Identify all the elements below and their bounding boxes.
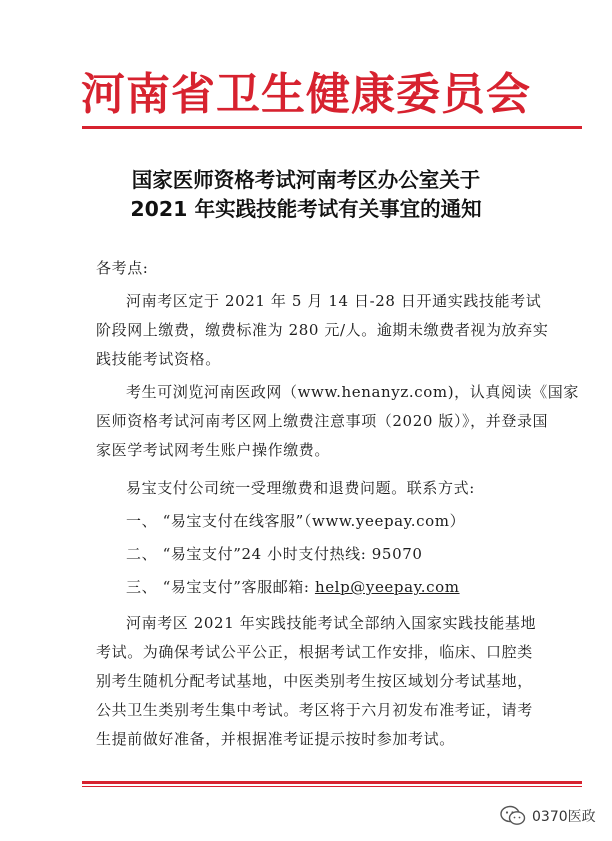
contact-line-1: 一、 “易宝支付在线客服”（www.yeepay.com） bbox=[126, 512, 466, 530]
paragraph-3: 易宝支付公司统一受理缴费和退费问题。联系方式: bbox=[126, 479, 475, 497]
letterhead-rule bbox=[82, 126, 582, 129]
paragraph-2-line-2: 医师资格考试河南考区网上缴费注意事项（2020 版）》，并登录国 bbox=[96, 412, 549, 430]
footer-rule-thick bbox=[82, 781, 582, 784]
support-email-link[interactable]: help@yeepay.com bbox=[314, 578, 460, 596]
paragraph-2-line-1: 考生可浏览河南医政网（www.henanyz.com)，认真阅读《国家 bbox=[126, 383, 579, 401]
watermark-text: 0370医政 bbox=[532, 809, 596, 825]
watermark bbox=[500, 804, 596, 828]
org-letterhead: 河南省卫生健康委员会 bbox=[81, 69, 531, 120]
paragraph-1-line-2: 阶段网上缴费，缴费标准为 280 元/人。逾期未缴费者视为放弃实 bbox=[96, 321, 549, 339]
paragraph-1-line-1: 河南考区定于 2021 年 5 月 14 日-28 日开通实践技能考试 bbox=[126, 292, 542, 310]
paragraph-4-line-2: 考试。为确保考试公平公正，根据考试工作安排，临床、口腔类 bbox=[96, 643, 533, 661]
footer-rule-thin bbox=[82, 786, 582, 787]
contact-line-3-label: 三、 “易宝支付”客服邮箱: bbox=[126, 578, 315, 596]
paragraph-4-line-5: 生提前做好准备，并根据准考证提示按时参加考试。 bbox=[96, 730, 455, 748]
contact-line-2: 二、 “易宝支付”24 小时支付热线: 95070 bbox=[126, 545, 423, 563]
notice-title-line1: 国家医师资格考试河南考区办公室关于 bbox=[131, 168, 481, 192]
notice-title-line2: 2021 年实践技能考试有关事宜的通知 bbox=[130, 197, 482, 221]
wechat-icon bbox=[500, 805, 526, 827]
paragraph-2-line-3: 家医学考试网考生账户操作缴费。 bbox=[96, 441, 331, 459]
paragraph-4-line-3: 别考生随机分配考试基地，中医类别考生按区域划分考试基地， bbox=[96, 672, 533, 690]
paragraph-4-line-4: 公共卫生类别考生集中考试。考区将于六月初发布准考证，请考 bbox=[96, 701, 533, 719]
paragraph-4-line-1: 河南考区 2021 年实践技能考试全部纳入国家实践技能基地 bbox=[126, 614, 537, 632]
paragraph-1-line-3: 践技能考试资格。 bbox=[96, 350, 221, 368]
salutation: 各考点: bbox=[96, 259, 149, 277]
contact-line-3 bbox=[126, 576, 460, 597]
